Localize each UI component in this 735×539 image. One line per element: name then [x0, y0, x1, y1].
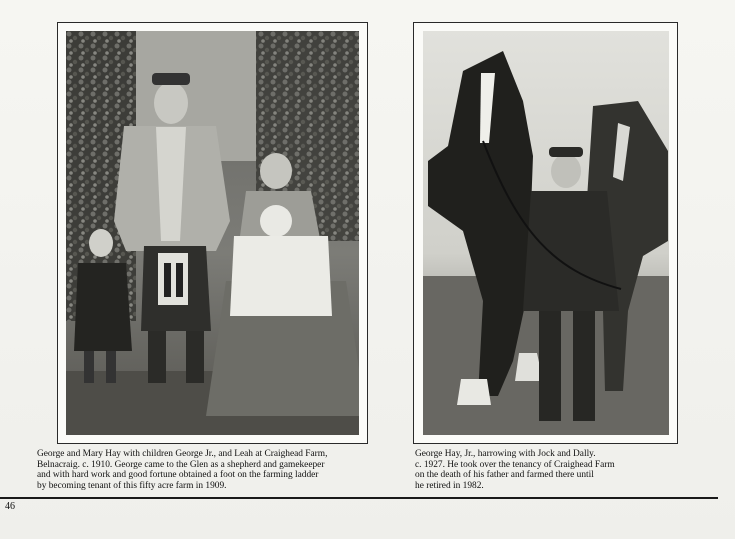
- page-rule-divider: [0, 497, 718, 499]
- caption-line: Belnacraig. c. 1910. George came to the Glen as a shepherd and gamekeeper: [37, 459, 325, 470]
- caption-line: by becoming tenant of this fifty acre farm in 1909.: [37, 480, 227, 491]
- page-number: 46: [5, 501, 15, 512]
- caption-line: George and Mary Hay with children George Jr., and Leah at Craighead Farm,: [37, 449, 328, 459]
- horses-photograph: [423, 31, 669, 435]
- caption-line: George Hay, Jr., harrowing with Jock and Dally.: [415, 449, 596, 459]
- horses-photo-image: [423, 31, 669, 435]
- left-photo-caption: [37, 449, 391, 491]
- right-photo-caption: [415, 449, 689, 491]
- family-photo-image: [66, 31, 359, 435]
- caption-line: he retired in 1982.: [415, 480, 484, 491]
- family-photo-frame: [57, 22, 368, 444]
- family-photograph: [66, 31, 359, 435]
- horses-photo-frame: [413, 22, 678, 444]
- caption-line: and with hard work and good fortune obtained a foot on the farming ladder: [37, 470, 319, 481]
- caption-line: on the death of his father and farmed there until: [415, 470, 594, 481]
- caption-line: c. 1927. He took over the tenancy of Craighead Farm: [415, 459, 615, 470]
